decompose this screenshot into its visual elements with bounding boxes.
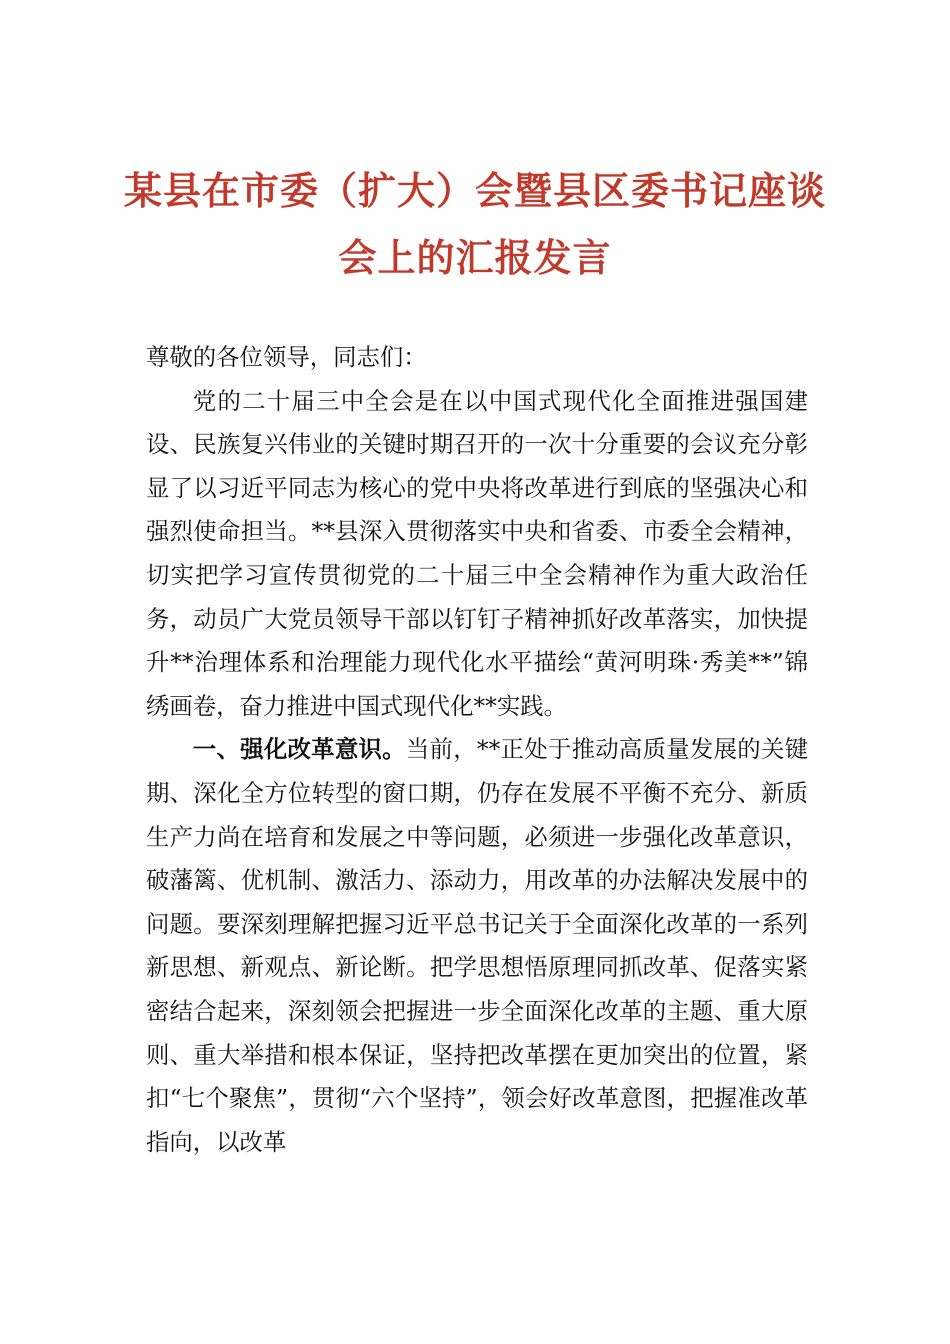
salutation: 尊敬的各位领导，同志们： bbox=[146, 343, 427, 371]
section-text: 当前，**正处于推动高质量发展的关键期、深化全方位转型的窗口期，仍存在发展不平衡不充分、新质生产力尚在培育和发展之中等问题，必须进一步强化改革意识，破藩篱、优机制、激活力、添动力，用改革的办法解决发展中的问题。要深刻理解把握习近平总书记关于全面深化改革的一系列新思想、新观点、新论断。把学思想悟原理同抓改革、促落实紧密结合起来，深刻领会把握进一步全面深化改革的主题、重大原则、重大举措和根本保证，坚持把改革摆在更加突出的位置，紧扣“七个聚焦”，贯彻“六个坚持”，领会好改革意图，把握准改革指向，以改革 bbox=[146, 735, 809, 1156]
section-heading: 一、强化改革意识。 bbox=[192, 735, 406, 764]
paragraph-intro: 党的二十届三中全会是在以中国式现代化全面推进强国建设、民族复兴伟业的关键时期召开的一次十分重要的会议充分彰显了以习近平同志为核心的党中央将改革进行到底的坚强决心和强烈使命担当。**县深入贯彻落实中央和省委、市委全会精神，切实把学习宣传贯彻党的二十届三中全会精神作为重大政治任务，动员广大党员领导干部以钉钉子精神抓好改革落实，加快提升**治理体系和治理能力现代化水平描绘“黄河明珠·秀美**”锦绣画卷，奋力推进中国式现代化**实践。 bbox=[146, 386, 808, 720]
document-body bbox=[146, 336, 808, 1164]
document-title-line-1: 某县在市委（扩大）会暨县区委书记座谈 bbox=[123, 168, 826, 213]
paragraph-section-1 bbox=[146, 728, 808, 1164]
document-title-line-2: 会上的汇报发言 bbox=[338, 235, 612, 280]
